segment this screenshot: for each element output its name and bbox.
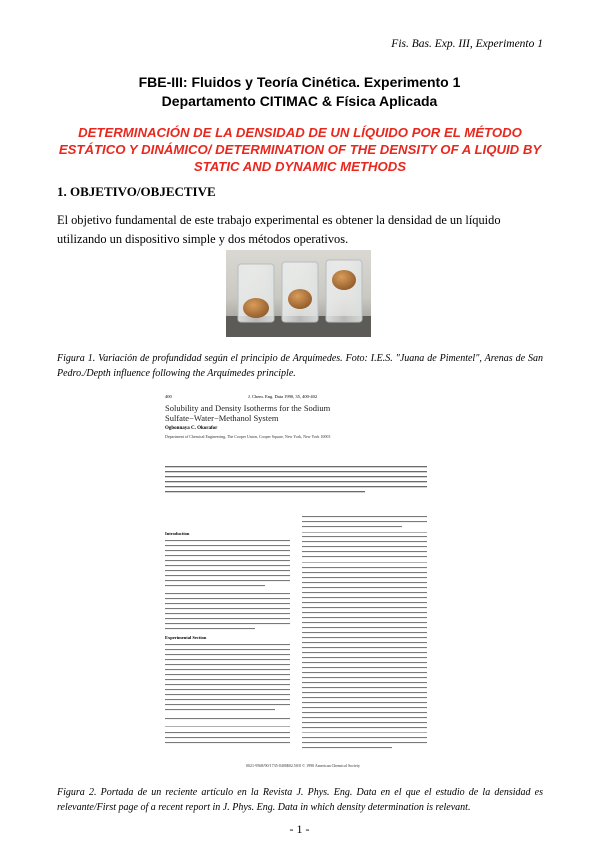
paper-journal-ref: J. Chem. Eng. Data 1990, 35, 400-402 (248, 394, 318, 399)
paper-footer-reference: 0021-9568/90/1735-0400$02.50/0 © 1990 American Chemical Society (246, 763, 360, 768)
paper-left-column-lines (165, 540, 290, 743)
running-head: Fis. Bas. Exp. III, Experimento 1 (391, 38, 543, 50)
paper-author: Ogbonnaya C. Okorafor (165, 426, 218, 431)
document-title: FBE-III: Fluidos y Teoría Cinética. Experimento 1 (138, 74, 461, 90)
paper-title: Solubility and Density Isotherms for the Sodium Sulfate−Water−Methanol System (165, 403, 331, 423)
department-title: Departamento CITIMAC & Física Aplicada (161, 93, 438, 109)
paper-affiliation: Department of Chemical Engineering, The Cooper Union, Cooper Square, New York, New York 10003 (165, 434, 331, 439)
paper-section-experimental: Experimental Section (165, 635, 207, 640)
journal-article-thumbnail (158, 391, 438, 781)
experiment-title: DETERMINACIÓN DE LA DENSIDAD DE UN LÍQUIDO POR EL MÉTODO ESTÁTICO Y DINÁMICO/ DETERMINATION OF THE DENSITY OF A LIQUID BY STATIC AND DYNAMIC METHODS (58, 125, 542, 174)
paper-page-number: 400 (165, 394, 172, 399)
section-heading-objective: 1. OBJETIVO/OBJECTIVE (57, 184, 216, 199)
figure2-caption: Figura 2. Portada de un reciente artículo en la Revista J. Phys. Eng. Data en el que el estudio de la densidad es relevante/First page of a recent report in J. Phys. Eng. Data in which density determination is relevant. (57, 787, 543, 813)
paper-abstract-lines (165, 466, 427, 492)
objective-paragraph: El objetivo fundamental de este trabajo experimental es obtener la densidad de un líquido utilizando un dispositivo simple y dos métodos operativos. (57, 213, 501, 246)
paper-text-body (165, 446, 430, 761)
page-number: - 1 - (289, 822, 310, 836)
beakers-photo (226, 250, 371, 337)
paper-section-introduction: Introduction (165, 531, 190, 536)
figure1-caption: Figura 1. Variación de profundidad según el principio de Arquímedes. Foto: I.E.S. "Juana de Pimentel", Arenas de San Pedro./Depth influence following the Arquímedes principle. (57, 353, 543, 379)
paper-table-lines (302, 516, 427, 748)
